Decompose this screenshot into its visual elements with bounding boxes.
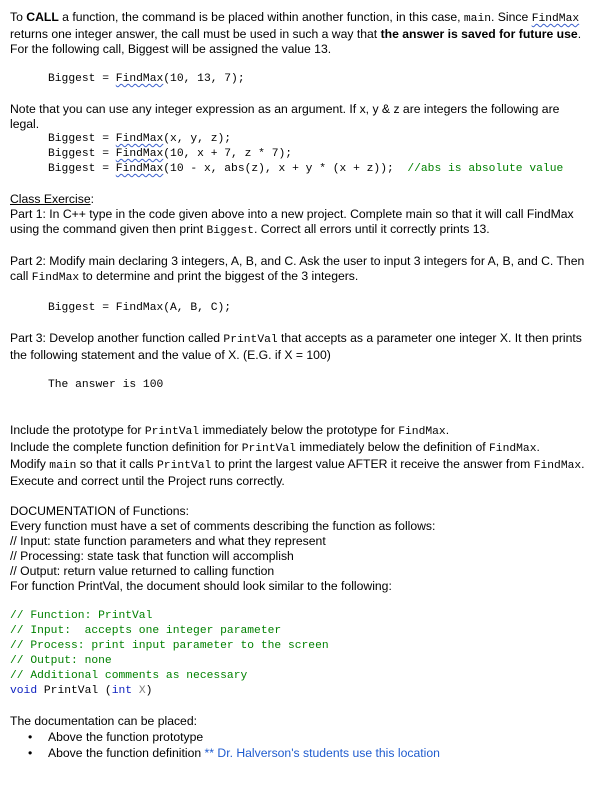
part1-text-end: . Correct all errors until it correctly prints 13.: [253, 222, 490, 236]
doc-comment-line: // Input: accepts one integer parameter: [10, 625, 282, 637]
intro-paragraph: [10, 10, 588, 57]
include-text: .: [445, 423, 450, 437]
include-text: so that it calls: [76, 457, 158, 471]
document-page: [10, 10, 588, 761]
intro-text: To: [10, 10, 27, 24]
include-line-2: [10, 440, 588, 457]
code-text: (10 - x, abs(z), x + y * (x + z));: [163, 163, 408, 175]
doc-comment-line: // Function: PrintVal: [10, 610, 153, 622]
code-line: [48, 147, 588, 162]
bullet-icon: •: [28, 746, 33, 760]
code-line: [48, 162, 588, 177]
exercise-heading: [10, 192, 588, 207]
code-text: Biggest =: [48, 163, 116, 175]
intro-findmax-code: FindMax: [531, 13, 580, 25]
code-text: (10, 13, 7);: [163, 73, 245, 85]
intro-text: . Since: [491, 10, 532, 24]
code-fn-name: FindMax: [115, 133, 164, 145]
intro-bold-tail: the answer is saved for future use: [380, 27, 578, 41]
documentation-line: // Processing: state task that function will accomplish: [10, 549, 294, 563]
placement-list: [10, 729, 588, 761]
include-text: .: [581, 457, 585, 471]
placement-intro: The documentation can be placed:: [10, 714, 198, 728]
part2-code: FindMax: [31, 272, 80, 284]
note-paragraph: Note that you can use any integer expression as an argument. If x, y & z are integers the following are legal.: [10, 102, 560, 131]
signature-space: [132, 685, 139, 697]
include-text: to print the largest value AFTER it receive the answer from: [211, 457, 534, 471]
doc-comment-line: // Additional comments as necessary: [10, 670, 248, 682]
signature-name: PrintVal (: [37, 685, 112, 697]
keyword-int: int: [111, 685, 133, 697]
include-text: Include the complete function definition for: [10, 440, 242, 454]
intro-text: a function, the command is be placed within another function, in this case,: [58, 10, 464, 24]
documentation-line: Every function must have a set of comments describing the function as follows:: [10, 519, 436, 533]
keyword-void: void: [10, 685, 38, 697]
intro-call-bold: CALL: [26, 10, 59, 24]
part2-paragraph: [10, 254, 588, 286]
list-item: [28, 729, 588, 745]
include-text: immediately below the definition of: [295, 440, 490, 454]
include-line-4: Execute and correct until the Project runs correctly.: [10, 474, 285, 488]
doc-signature-line: [10, 684, 588, 699]
list-item-text: Above the function definition: [48, 746, 205, 760]
include-text: immediately below the prototype for: [199, 423, 399, 437]
exercise-heading-colon: :: [90, 192, 94, 206]
list-item: [28, 745, 588, 761]
code-call-example: [10, 72, 588, 87]
code-answer-output: The answer is 100: [48, 379, 164, 391]
code-line: [48, 132, 588, 147]
part3-text-end: that accepts as a parameter one integer X. It then prints the following statement and the value of X. (E.G. if X = 100): [10, 331, 582, 362]
code-legal-examples: [10, 132, 588, 177]
code-part2: Biggest = FindMax(A, B, C);: [48, 302, 232, 314]
part2-text: Part 2: Modify main declaring 3 integers, A, B, and C. Ask the user to input 3 integers for A, B, and C. Then call: [10, 254, 585, 283]
include-code: PrintVal: [157, 460, 212, 472]
documentation-line: // Output: return value returned to calling function: [10, 564, 275, 578]
signature-close: ): [145, 685, 153, 697]
doc-comment-line: // Process: print input parameter to the screen: [10, 640, 329, 652]
include-code: FindMax: [398, 426, 446, 438]
part3-paragraph: [10, 331, 588, 363]
include-line-3: [10, 457, 588, 474]
include-text: Include the prototype for: [10, 423, 145, 437]
code-text: Biggest =: [48, 133, 116, 145]
include-code: main: [49, 460, 77, 472]
list-item-text: Above the function prototype: [48, 730, 204, 744]
intro-text: returns one integer answer, the call must be used in such a way that: [10, 27, 381, 41]
include-code: PrintVal: [144, 426, 200, 438]
part3-text: Part 3: Develop another function called: [10, 331, 224, 345]
code-comment: //abs is absolute value: [407, 163, 564, 175]
documentation-line: // Input: state function parameters and what they represent: [10, 534, 326, 548]
code-text: Biggest =: [48, 73, 116, 85]
code-fn-name: FindMax: [115, 73, 164, 85]
include-text: Modify: [10, 457, 50, 471]
intro-text: . For the following call, Biggest will be assigned the value 13.: [10, 27, 582, 56]
part2-text-end: to determine and print the biggest of the 3 integers.: [79, 269, 359, 283]
part1-paragraph: [10, 207, 588, 239]
include-code: PrintVal: [241, 443, 296, 455]
code-text: (10, x + 7, z * 7);: [163, 148, 293, 160]
part1-text: Part 1: In C++ type in the code given above into a new project. Complete main so that it will call FindMax using the command given then print: [10, 207, 574, 236]
documentation-line: For function PrintVal, the document should look similar to the following:: [10, 579, 392, 593]
include-text: .: [536, 440, 540, 454]
code-fn-name: FindMax: [115, 163, 164, 175]
signature-param: X: [138, 685, 146, 697]
part3-code: PrintVal: [223, 334, 278, 346]
include-code: FindMax: [533, 460, 582, 472]
code-text: (x, y, z);: [163, 133, 232, 145]
include-line-1: [10, 423, 588, 440]
doc-code-block: [10, 609, 588, 699]
list-item-note: ** Dr. Halverson's students use this location: [204, 746, 440, 760]
documentation-heading: DOCUMENTATION of Functions:: [10, 504, 190, 518]
part1-code: Biggest: [206, 225, 254, 237]
code-text: Biggest =: [48, 148, 116, 160]
include-code: FindMax: [489, 443, 537, 455]
intro-main-code: main: [463, 13, 492, 25]
code-fn-name: FindMax: [115, 148, 164, 160]
doc-comment-line: // Output: none: [10, 655, 112, 667]
exercise-heading-text: Class Exercise: [10, 192, 91, 206]
bullet-icon: •: [28, 730, 33, 744]
